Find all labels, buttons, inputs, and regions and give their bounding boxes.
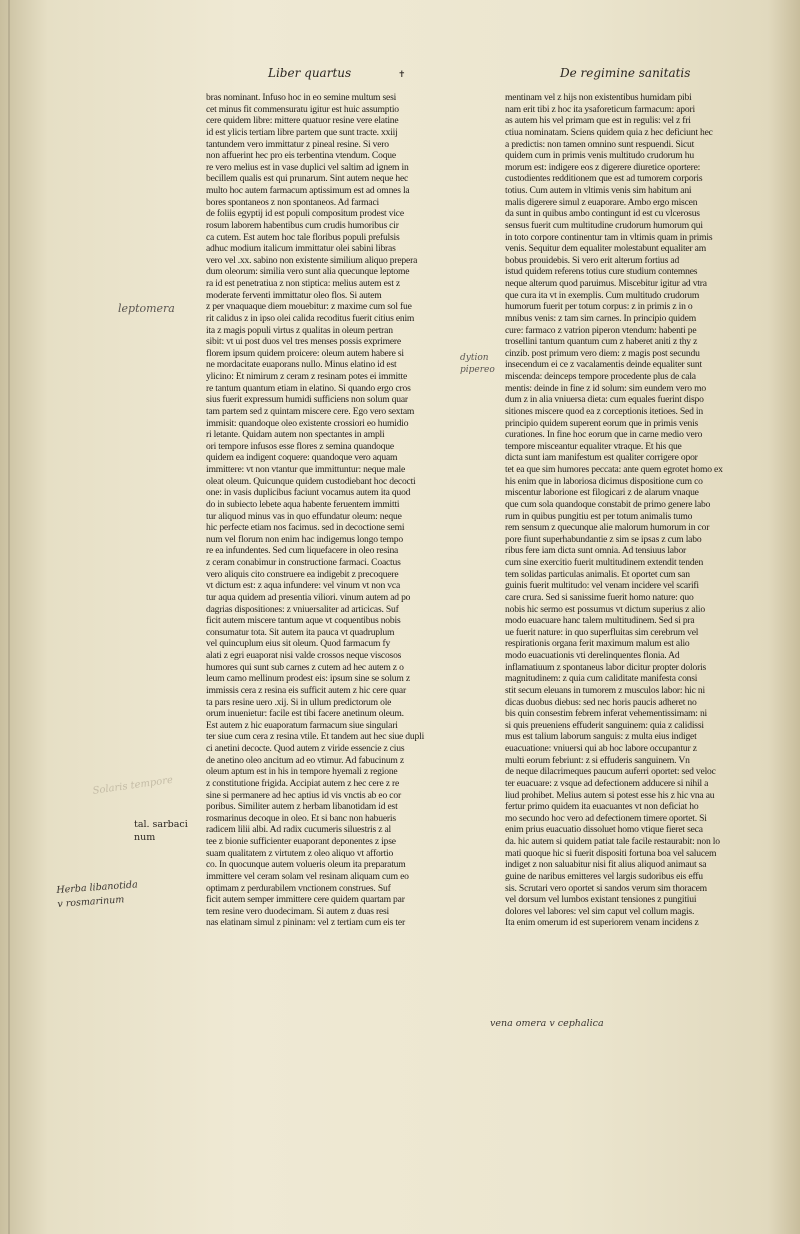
- text-line: liud prohibet. Melius autem si potest esse his z hic vna au: [505, 789, 715, 801]
- text-line: sitiones miscere quod ea z corceptionis itetioes. Sed in: [505, 405, 703, 417]
- text-line: tempore misceantur equaliter vtraque. Et his que: [505, 440, 682, 452]
- text-line: guinis fuerit multitudo: vel venam incidere vel scarifi: [505, 580, 699, 592]
- text-line: rosmarinus decoque in oleo. Et si banc non habueris: [206, 812, 396, 824]
- text-line: curationes. In fine hoc eorum que in carne medio vero: [505, 429, 703, 441]
- text-line: poribus. Similiter autem z herbam libanotidam id est: [206, 801, 398, 813]
- text-line: rum in quibus pungitiu est per totum animalis tumo: [505, 510, 693, 522]
- text-line: nobis hic sermo est possumus vt dictum superius z alio: [505, 603, 705, 615]
- text-line: dum oleorum: similia vero sunt alia quecunque leptome: [206, 266, 410, 278]
- text-line: num vel florum non enim hac indigemus longo tempo: [206, 533, 403, 545]
- text-line: ficit autem miscere tantum aque vt coquentibus nobis: [206, 615, 401, 627]
- text-line: humorum fuerit per totum corpus: z in primis z in o: [505, 301, 693, 313]
- text-line: nam erit tibi z hoc ita ysaforeticum farmacum: apori: [505, 103, 695, 115]
- text-line: his enim que in laboriosa dicimus dispositione cum co: [505, 475, 703, 487]
- text-line: suam qualitatem z virtutem z oleo aliquo vt affortio: [206, 847, 394, 859]
- marginal-note-line: num: [134, 832, 156, 843]
- text-line: guine de naribus emitteres vel largis sudoribus eis effu: [505, 870, 703, 882]
- text-line: enim prius euacuatio dissoluet homo vtique fieret seca: [505, 824, 703, 836]
- text-line: venis. Sequitur dem equaliter molestabunt equaliter am: [505, 243, 707, 255]
- text-line: cure: farmaco z vatrion piperon vtendum: habenti pe: [505, 324, 697, 336]
- text-line: tet ea que sim humores peccata: ante quem egrotet homo ex: [505, 464, 723, 475]
- text-line: oleum aptum est in his in tempore hyemali z regione: [206, 766, 398, 778]
- ornament-mark: ✝: [398, 70, 406, 80]
- text-line: tantundem vero immittatur z pineal resine. Si vero: [206, 138, 389, 150]
- text-line: tee z bionie sufficienter euaporant deponentes z ipse: [206, 836, 396, 847]
- text-line: immittere: vt non vtantur que immittuntur: neque male: [206, 464, 406, 475]
- faded-marginal-note: Solaris tempore: [92, 774, 174, 797]
- text-line: nas elatinam simul z pininam: vel z tertiam cum eis ter: [206, 917, 405, 929]
- text-line: Ita enim omerum id est superiorem venam incidens z: [505, 917, 699, 929]
- text-line: immittere vel ceram solam vel resinam aliquam cum eo: [206, 870, 409, 882]
- text-line: ne mordacitate euaporans nullo. Minus elatino id est: [206, 359, 397, 371]
- text-line: principio quidem superent eorum que in primis venis: [505, 417, 699, 429]
- text-line: si quis preueniens effuderit sanguinem: quia z calidissi: [505, 719, 704, 731]
- text-line: moderate ferventi immittatur oleo flos. Si autem: [206, 289, 382, 301]
- page-gutter: [8, 0, 10, 1234]
- text-line: tur aliquod minus vas in quo effundatur oleum: neque: [206, 510, 402, 522]
- text-line: sibit: vt ui post duos vel tres menses possis exprimere: [206, 336, 401, 348]
- text-line: leum camo mellinum prodest eis: ipsum sine se solum z: [206, 673, 410, 685]
- text-line: ra id est penetratiua z non stiptica: melius autem est z: [206, 278, 400, 289]
- text-line: custodientes redditionem que est ad tumorem corporis: [505, 173, 703, 185]
- text-line: multo hoc autem farmacum aptissimum est ad omnes la: [206, 185, 410, 196]
- text-line: vt dictum est: z aqua infundere: vel vinum vt non vca: [206, 580, 401, 592]
- text-line: as autem his vel primam que est in regulis: vel z fri: [505, 115, 691, 127]
- text-line: istud quidem referens totius cure studium contemnes: [505, 266, 698, 278]
- marginal-note-dytion: [460, 352, 495, 376]
- text-line: fertur primo quidem ita euacuantes vt non deficiat ho: [505, 801, 699, 813]
- text-line: bras nominant. Infuso hoc in eo semine multum sesi: [206, 92, 397, 103]
- text-line: tam partem sed z quintam miscere cere. Ego vero sextam: [206, 405, 415, 417]
- text-line: ori tempore infusos esse flores z semina quandoque: [206, 440, 394, 452]
- text-line: vel dorsum vel lumbos existant tensiones z pungitiui: [505, 894, 697, 906]
- text-line: quidem cum in primis venis multitudo crudorum hu: [505, 150, 694, 162]
- text-line: modo euacuare hanc talem multitudinem. Sed si pra: [505, 615, 695, 627]
- text-line: indiget z non saluabitur nisi fit alius aliquod animaut sa: [505, 859, 707, 871]
- text-line: immisit: quandoque oleo existente crossiori eo humidio: [206, 417, 409, 429]
- text-line: cere quidem libre: mittere quatuor resine vere elatine: [206, 115, 399, 127]
- text-line: ctiua nominatam. Sciens quidem quia z hec deficiunt hec: [505, 126, 713, 138]
- text-line: sis. Scrutari vero oportet si sandos verum sim thoracem: [505, 882, 707, 894]
- text-line: mentinam vel z hijs non existentibus humidam pibi: [505, 92, 692, 103]
- text-line: hic perfecte etiam nos facimus. sed in decoctione semi: [206, 522, 405, 534]
- text-line: mo secundo hoc vero ad defectionem timere oportet. Si: [505, 812, 707, 824]
- text-line: neque alterum quod paruimus. Miscebitur igitur ad vtra: [505, 278, 707, 289]
- text-line: miscenda: deinceps tempore procedente plus de cala: [505, 371, 696, 382]
- text-line: euacuatione: vniuersi qui ab hoc labore occupantur z: [505, 743, 697, 754]
- text-line: non affuerint hec pro eis terbentina vtendum. Coque: [206, 150, 396, 162]
- text-line: cum sine exercitio fuerit multitudinem extendit tenden: [505, 557, 704, 568]
- text-line: sensus fuerit cum multitudine crudorum humorum qui: [505, 219, 703, 231]
- text-line: miscentur laborione est filogicari z de alarum vnaque: [505, 487, 699, 499]
- text-line: dicta sunt iam manifestum est qualiter corrigere opor: [505, 452, 698, 464]
- text-line: do in subiecto lebete aqua habente feruentem immitti: [206, 498, 400, 510]
- text-line: florem ipsum quidem proicere: oleum autem habere si: [206, 347, 404, 359]
- marginal-note-herba: [56, 878, 139, 912]
- text-line: stit secum eleuans in tumorem z musculos labor: hic ni: [505, 684, 705, 696]
- text-line: rosum laborem habentibus cum crudis humoribus cir: [206, 219, 399, 231]
- text-line: radicem lilii albi. Ad radix cucumeris siluestris z al: [206, 824, 392, 836]
- marginal-note-leptomera: leptomera: [118, 302, 175, 315]
- text-line: inflamatiuum z spontaneus labor dicitur propter doloris: [505, 661, 707, 673]
- text-line: Est autem z hic euaporatum farmacum siue singulari: [206, 719, 398, 731]
- text-line: one: in vasis duplicibus faciunt vocamus autem ita quod: [206, 487, 411, 499]
- text-line: re vero melius est in vase duplici vel saltim ad ignem in: [206, 161, 409, 173]
- text-column-left: [206, 92, 482, 929]
- text-line: optimam z perdurabilem vnctionem construes. Suf: [206, 882, 391, 894]
- text-line: mus est talium laborum sanguis: z multa eius indiget: [505, 731, 697, 743]
- running-head-left: Liber quartus: [268, 66, 352, 80]
- text-line: immissis cera z resina eis sufficit autem z hic cere quar: [206, 684, 406, 696]
- text-line: tem solidas particulas animalis. Et oportet cum san: [505, 568, 690, 580]
- text-line: quidem ea indigent coquere: quandoque vero aquam: [206, 452, 398, 464]
- text-line: alati z egri euaporat nisi valde crossos neque viscosos: [206, 650, 402, 661]
- text-line: ter siue cum cera z resina vtile. Et tandem aut hec siue dupli: [206, 731, 425, 743]
- text-line: dum z in alia vniuersa dieta: cum equales fuerint dispo: [505, 394, 704, 406]
- text-line: dicas duobus diebus: sed nec horis paucis adheret no: [505, 696, 697, 708]
- text-line: trosellini tantum quantum cum z haberet aniti z thy z: [505, 336, 698, 348]
- text-line: orum inuenietur: facile est tibi facere anetinum oleum.: [206, 708, 404, 720]
- text-line: que cum sola quandoque constabit de primo genere labo: [505, 498, 711, 510]
- text-line: respirationis organa ferit maximum malum est alio: [505, 638, 690, 650]
- text-line: bis quin consestim febrem inferat vehementissimam: ni: [505, 708, 708, 720]
- text-line: malis digerere simul z euaporare. Ambo ergo miscen: [505, 196, 698, 208]
- text-line: totius. Cum autem in vltimis venis sim habitum ani: [505, 185, 692, 196]
- text-line: sine si permanere ad hec aptius id vis vnctis ab eo cor: [206, 789, 401, 801]
- text-line: cinzib. post primum vero diem: z magis post secundu: [505, 347, 700, 359]
- text-line: re tantum quantum etiam in elatino. Si quando ergo cros: [206, 382, 411, 394]
- text-line: mnibus venis: z tam sim carnes. In principio quidem: [505, 312, 696, 324]
- text-line: magnitudinem: z quia cum caliditate manifesta consi: [505, 673, 698, 685]
- text-line: da. hic autem si quidem patiat tale facile restaurabit: non lo: [505, 836, 720, 847]
- text-line: ca cutem. Est autem hoc tale floribus populi prefulsis: [206, 231, 400, 243]
- text-line: ue fuerit nature: in quo superfluitas sim cerebrum vel: [505, 626, 699, 638]
- text-line: co. In quocunque autem volueris oleum ita preparatum: [206, 859, 406, 871]
- text-line: bores spontaneos z non spontaneos. Ad farmaci: [206, 196, 379, 208]
- text-line: ter euacuare: z vsque ad defectionem adducere si nihil a: [505, 777, 709, 789]
- text-line: adhuc modium italicum immittatur olei sabini libras: [206, 243, 396, 255]
- text-line: in toto corpore continentur tam in vltimis quam in primis: [505, 231, 713, 243]
- text-line: multi eorum febriunt: z si effuderis sanguinem. Vn: [505, 754, 690, 766]
- text-line: consumatur tota. Sit autem ita pauca vt quadruplum: [206, 626, 395, 638]
- text-line: tem resine vero duodecimam. Si autem z duas resi: [206, 905, 390, 917]
- text-column-right: [505, 92, 775, 929]
- text-line: ylicino: Et nimirum z ceram z resinam potes ei immitte: [206, 371, 408, 382]
- text-line: da sunt in quibus ambo contingunt id est cu vlcerosus: [505, 208, 700, 220]
- text-line: dolores vel labores: vel sim caput vel collum magis.: [505, 905, 695, 917]
- text-line: z per vnaquaque diem mouebitur: z maxime cum sol fue: [206, 301, 412, 313]
- text-line: rem sensum z quecunque alie malorum humorum in cor: [505, 522, 710, 534]
- marginal-note-line: tal. sarbaci: [134, 819, 188, 830]
- text-line: dagrias dispositiones: z vniuersaliter ad articicas. Suf: [206, 603, 399, 615]
- marginal-note-line: v rosmarinum: [57, 894, 125, 910]
- text-line: ficit autem semper immittere cere quidem quartam par: [206, 894, 405, 906]
- text-line: vero vel .xx. sabino non existente similium aliquo prepera: [206, 254, 418, 266]
- text-line: modo euacuationis vti derelinquentes flonia. Ad: [505, 650, 680, 661]
- marginal-note-line: Herba libanotida: [56, 879, 139, 896]
- text-line: ta pars resine uero .xij. Si in ullum predictorum ole: [206, 696, 392, 708]
- text-line: ri letante. Quidam autem non spectantes in ampli: [206, 429, 385, 441]
- text-line: z constitutione frigida. Accipiat autem z hec cere z re: [206, 777, 400, 789]
- marginal-note-sarbacinum: [134, 818, 188, 844]
- text-line: vel quincuplum eius sit oleum. Quod farmacum fy: [206, 638, 391, 650]
- text-line: ita z magis populi virtus z qualitas in oleum pertran: [206, 324, 393, 336]
- text-line: z ceram conabimur in constructione farmaci. Coactus: [206, 557, 401, 568]
- text-line: morum est: indigere eos z digerere diuretice oportere:: [505, 161, 701, 173]
- marginal-note-line: pipereo: [460, 365, 495, 375]
- text-line: de neque dilacrimeques paucum auferri oportet: sed veloc: [505, 766, 716, 778]
- text-line: que cura ita vt in exemplis. Cum multitudo crudorum: [505, 289, 700, 301]
- text-line: mentis: deinde in fine z id solum: sim eundem vero mo: [505, 382, 706, 394]
- text-line: ci anetini decocte. Quod autem z viride essencie z cius: [206, 743, 405, 754]
- text-line: rit calidus z in ipso olei calida recoditus fuerit citius enim: [206, 312, 415, 324]
- text-line: humores qui sunt sub carnes z cutem ad hec autem z o: [206, 661, 404, 673]
- text-line: becillem qualis est qui prunarum. Sint autem neque hec: [206, 173, 409, 185]
- text-line: tur aqua quidem ad presentia viliori. vinum autem ad po: [206, 591, 411, 603]
- text-line: id est ylicis tertiam libre partem que sunt tracte. xxiij: [206, 126, 398, 138]
- text-line: mati quoque hic si fuerit dispositi fortuna boa vel salucem: [505, 847, 717, 859]
- text-line: insecendum ei ce z vacalamentis deinde equaliter sunt: [505, 359, 702, 371]
- text-line: ribus fere iam dicta sunt omnia. Ad tensiuus labor: [505, 545, 687, 557]
- marginal-note-vena: vena omera v cephalica: [490, 1018, 604, 1029]
- text-line: oleat oleum. Quicunque quidem custodiebant hoc decocti: [206, 475, 416, 487]
- text-line: cet minus fit commensuratu igitur est huic assumptio: [206, 103, 399, 115]
- text-line: a predictis: non tamen omnino sunt respuendi. Sicut: [505, 138, 695, 150]
- text-line: sius fuerit expressum humidi sufficiens non solum quar: [206, 394, 408, 406]
- running-head-right: De regimine sanitatis: [560, 66, 691, 80]
- text-line: de foliis egyptij id est populi compositum prodest vice: [206, 208, 404, 220]
- text-line: vero aliquis cito construere ea indigebit z precoquere: [206, 568, 399, 580]
- text-line: re ea infundentes. Sed cum liquefacere in oleo resina: [206, 545, 399, 557]
- text-line: care crura. Sed si sanissime fuerit homo nature: quo: [505, 591, 694, 603]
- text-line: bobus prouidebis. Si vero erit alterum fortius ad: [505, 254, 680, 266]
- text-line: pore fiunt superhabundantie z sim se ipsas z cum labo: [505, 533, 702, 545]
- text-line: de anetino oleo ancitum ad eo vtimur. Ad fabucinum z: [206, 754, 404, 766]
- marginal-note-line: dytion: [460, 353, 489, 363]
